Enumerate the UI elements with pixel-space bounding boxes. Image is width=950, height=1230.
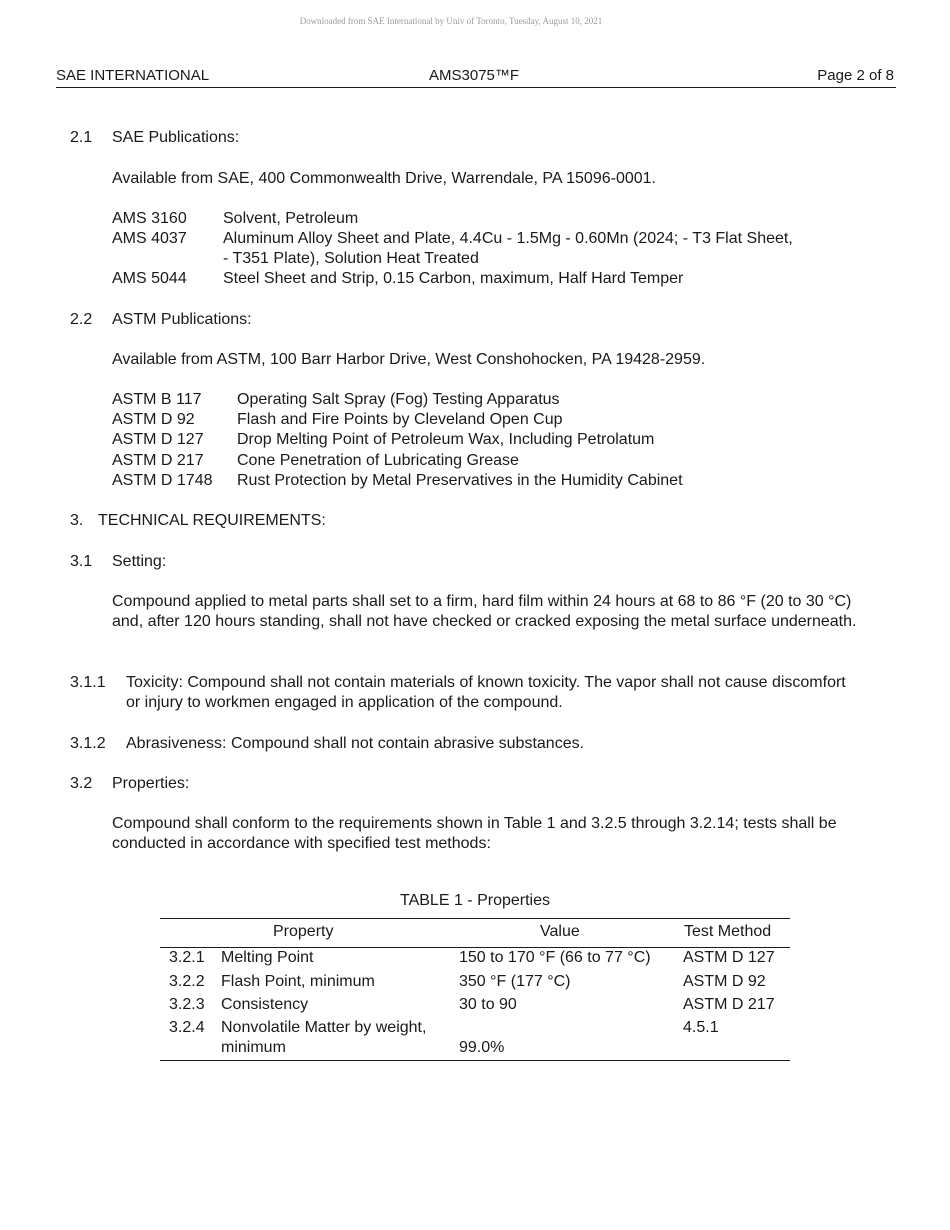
reference-title: Solvent, Petroleum: [223, 210, 359, 227]
column-header-test-method: Test Method: [684, 923, 772, 940]
reference-title: Drop Melting Point of Petroleum Wax, Including Petrolatum: [237, 431, 655, 448]
reference-code: ASTM D 1748: [112, 472, 213, 489]
section-2-2-title: ASTM Publications:: [112, 311, 252, 328]
row-test-method: ASTM D 127: [683, 949, 775, 966]
section-2-1-availability: Available from SAE, 400 Commonwealth Drive, Warrendale, PA 15096-0001.: [112, 170, 656, 187]
section-3-2-title: Properties:: [112, 775, 190, 792]
section-3-1-1-number: 3.1.1: [70, 674, 106, 691]
section-3-1-title: Setting:: [112, 553, 167, 570]
table-caption: TABLE 1 - Properties: [400, 892, 550, 909]
reference-title: Cone Penetration of Lubricating Grease: [237, 452, 519, 469]
reference-code: AMS 4037: [112, 230, 187, 247]
section-3-number: 3.: [70, 512, 84, 529]
row-value: 30 to 90: [459, 996, 517, 1013]
row-paragraph-number: 3.2.2: [169, 973, 205, 990]
section-3-1-1-body: Toxicity: Compound shall not contain materials of known toxicity. The vapor shall not cause discomfort or injury to workmen engaged in application of the compound.: [126, 674, 846, 711]
row-value: 99.0%: [459, 1039, 505, 1056]
properties-table: [160, 918, 790, 1061]
section-3-1-number: 3.1: [70, 553, 93, 570]
reference-code: ASTM D 127: [112, 431, 204, 448]
section-2-2-availability: Available from ASTM, 100 Barr Harbor Drive, West Conshohocken, PA 19428-2959.: [112, 351, 706, 368]
header-organization: SAE INTERNATIONAL: [56, 67, 210, 84]
reference-title: Flash and Fire Points by Cleveland Open Cup: [237, 411, 563, 428]
column-header-value: Value: [540, 923, 580, 940]
section-3-2-number: 3.2: [70, 775, 93, 792]
row-test-method: 4.5.1: [683, 1019, 719, 1036]
column-header-property: Property: [273, 923, 334, 940]
section-3-1-2-number: 3.1.2: [70, 735, 106, 752]
reference-code: ASTM B 117: [112, 391, 202, 408]
reference-title: Operating Salt Spray (Fog) Testing Apparatus: [237, 391, 560, 408]
row-value: 350 °F (177 °C): [459, 973, 571, 990]
header-page-number: Page 2 of 8: [817, 67, 894, 84]
section-3-2-body: Compound shall conform to the requirements shown in Table 1 and 3.2.5 through 3.2.14; tests shall be conducted in accordance with specified test methods:: [112, 815, 837, 852]
reference-title: Steel Sheet and Strip, 0.15 Carbon, maximum, Half Hard Temper: [223, 270, 684, 287]
section-2-1-title: SAE Publications:: [112, 129, 240, 146]
section-2-1-number: 2.1: [70, 129, 93, 146]
reference-code: ASTM D 92: [112, 411, 195, 428]
row-property: Flash Point, minimum: [221, 973, 375, 990]
section-3-1-2-body: Abrasiveness: Compound shall not contain abrasive substances.: [126, 735, 585, 752]
row-paragraph-number: 3.2.1: [169, 949, 205, 966]
row-value: 150 to 170 °F (66 to 77 °C): [459, 949, 651, 966]
table-header-row: [160, 919, 790, 948]
section-2-2-number: 2.2: [70, 311, 93, 328]
page-header: [56, 67, 896, 88]
reference-title: Aluminum Alloy Sheet and Plate, 4.4Cu - 1.5Mg - 0.60Mn (2024; - T3 Flat Sheet,: [223, 230, 793, 247]
row-paragraph-number: 3.2.4: [169, 1019, 205, 1036]
row-property-continued: minimum: [221, 1039, 286, 1056]
row-property: Nonvolatile Matter by weight,: [221, 1019, 427, 1036]
download-watermark: Downloaded from SAE International by Univ of Toronto, Tuesday, August 10, 2021: [299, 16, 603, 26]
section-3-1-body: Compound applied to metal parts shall set to a firm, hard film within 24 hours at 68 to 86 °F (20 to 30 °C) and, after 120 hours standing, shall not have checked or cracked exposing the metal surface underneath.: [112, 593, 857, 630]
reference-code: AMS 5044: [112, 270, 187, 287]
header-document-id: AMS3075™F: [429, 67, 520, 84]
reference-title-continued: - T351 Plate), Solution Heat Treated: [223, 250, 479, 267]
row-test-method: ASTM D 217: [683, 996, 775, 1013]
row-property: Melting Point: [221, 949, 314, 966]
reference-title: Rust Protection by Metal Preservatives in the Humidity Cabinet: [237, 472, 683, 489]
reference-code: ASTM D 217: [112, 452, 204, 469]
reference-code: AMS 3160: [112, 210, 187, 227]
row-paragraph-number: 3.2.3: [169, 996, 205, 1013]
row-test-method: ASTM D 92: [683, 973, 766, 990]
section-3-title: TECHNICAL REQUIREMENTS:: [98, 512, 326, 529]
row-property: Consistency: [221, 996, 309, 1013]
